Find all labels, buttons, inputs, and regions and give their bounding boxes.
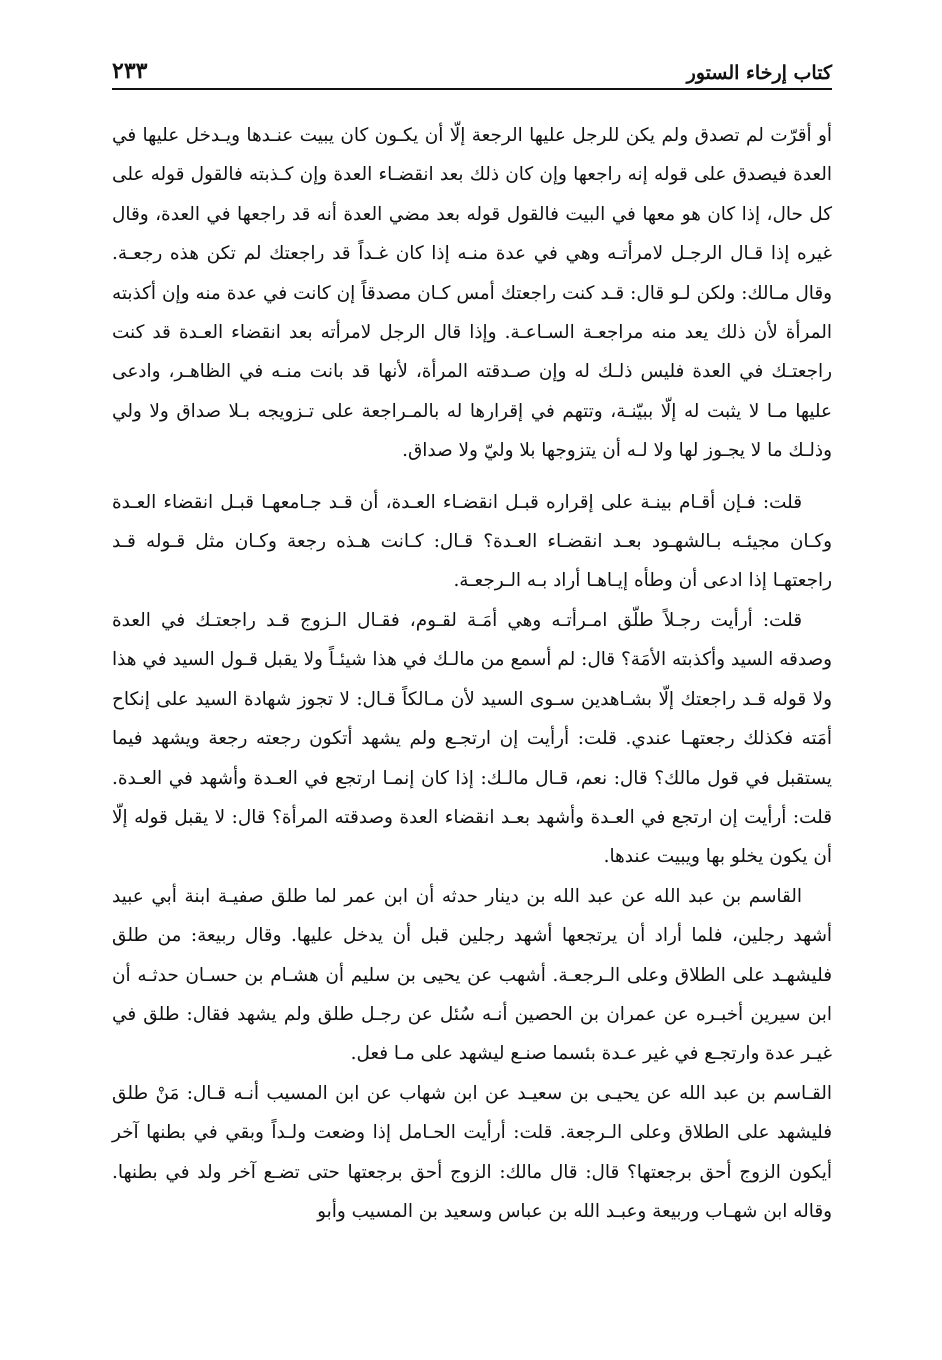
page-number: ٢٣٣ — [112, 58, 148, 84]
paragraph-2: قلت: فـإن أقـام بينـة على إقراره قبـل انقضـاء العـدة، أن قـد جـامعهـا قبـل انقضاء العـدة وكـان مجيئـه بـالشهـود بعـد انقضـاء العـدة؟ قـال: كـانت هـذه رجعة وكـان مثل قـوله قـد راجعتهـا إذا ادعى أن وطأه إيـاهـا أراد بـه الـرجعـة. — [112, 491, 832, 592]
paragraph-1: أو أقرّت لم تصدق ولم يكن للرجل عليها الرجعة إلّا أن يكـون كان يبيت عنـدها ويـدخل عليها في العدة فيصدق على قوله إنه راجعها وإن كان ذلك بعد انقضـاء العدة وإن كـذبته فالقول قوله على كل حال، إذا كان هو معها في البيت فالقول قوله بعد مضي العدة أنه قد راجعها في العدة، وقال غيره إذا قـال الرجـل لامرأتـه وهي في عدة منـه إذا كان غـداً قد راجعتك لم تكن هذه رجعـة. وقال مـالك: ولكن لـو قال: قـد كنت راجعتك أمس كـان مصدقاً إن كانت في عدة منه وإن أكذبته المرأة لأن ذلك يعد منه مراجعـة السـاعـة. وإذا قال الرجل لامرأته بعد انقضاء العـدة قد كنت راجعتـك في العدة فليس ذلـك له وإن صـدقته المرأة، لأنها قد بانت منـه في الظاهـر، وادعى عليها مـا لا يثبت له إلّا ببيّنـة، وتتهم في إقرارها له بالمـراجعة على تـزويجه بـلا صداق ولا ولي وذلـك ما لا يجـوز لها ولا لـه أن يتزوجها بلا وليّ ولا صداق. — [112, 125, 832, 462]
paragraph-5: القـاسم بن عبد الله عن يحيـى بن سعيـد عن ابن شهاب عن ابن المسيب أنـه قـال: مَنْ طلق فليشهد على الطلاق وعلى الـرجعة. قلت: أرأيت الحـامل إذا وضعت ولـداً وبقي في بطنها آخر أيكون الزوج أحق برجعتها؟ قال: قال مالك: الزوج أحق برجعتها حتى تضـع آخر ولد في بطنها. وقاله ابن شهـاب وربيعة وعبـد الله بن عباس وسعيد بن المسيب وأبو — [112, 1082, 832, 1222]
body-text — [112, 116, 832, 1231]
running-title: كتاب إرخاء الستور — [686, 62, 832, 84]
paragraph-3: قلت: أرأيت رجـلاً طلّق امـرأتـه وهي أمَـة لقـوم، فقـال الـزوج قـد راجعتـك في العدة وصدقه السيد وأكذبته الأمَة؟ قال: لم أسمع من مالـك في هذا شيئـاً ولا يقبل قـول السيد في هذا ولا قوله قـد راجعتك إلّا بشـاهدين سـوى السيد لأن مـالكاً قـال: لا تجوز شهادة السيد على إنكاح أمَته فكذلك رجعتهـا عندي. قلت: أرأيت إن ارتجـع ولم يشهد أتكون رجعته رجعة ويشهد فيما يستقبل في قول مالك؟ قال: نعم، قـال مالـك: إذا كان إنمـا ارتجع في العـدة وأشهد في العـدة. قلت: أرأيت إن ارتجع في العـدة وأشهد بعـد انقضاء العدة وصدقته المرأة؟ قال: لا يقبل قوله إلّا أن يكون يخلو بها ويبيت عندها. — [112, 609, 832, 868]
book-page — [112, 58, 832, 1328]
paragraph-4: القاسم بن عبد الله عن عبد الله بن دينار حدثه أن ابن عمر لما طلق صفيـة ابنة أبي عبيد أشهد رجلين، فلما أراد أن يرتجعها أشهد رجلين قبل أن يدخل عليها. وقال ربيعة: من طلق فليشهـد على الطلاق وعلى الـرجعـة. أشهب عن يحيى بن سليم أن هشـام بن حسـان حدثـه أن ابن سيرين أخبـره عن عمران بن الحصين أنـه سُئل عن رجـل طلق ولم يشهد فقال: طلق في غيـر عدة وارتجـع في غير عـدة بئسما صنـع ليشهد على مـا فعل. — [112, 885, 832, 1065]
running-header — [112, 58, 832, 90]
